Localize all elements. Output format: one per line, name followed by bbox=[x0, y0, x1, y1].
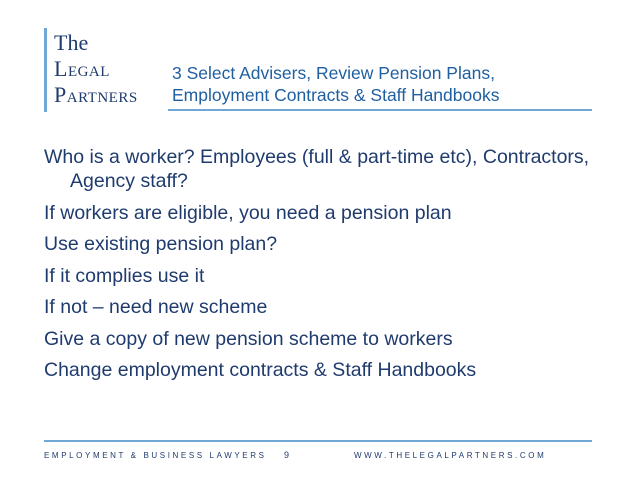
logo-line-2: Legal bbox=[54, 56, 110, 81]
slide-title bbox=[172, 62, 592, 106]
bullet-list bbox=[44, 145, 604, 390]
logo-line-1: The bbox=[54, 30, 89, 55]
footer-divider bbox=[44, 440, 592, 442]
bullet-item: Give a copy of new pension scheme to workers bbox=[44, 327, 453, 350]
bullet-item: If not – need new scheme bbox=[44, 296, 268, 318]
slide-title-line-2: Employment Contracts & Staff Handbooks bbox=[172, 85, 500, 105]
bullet-item: If workers are eligible, you need a pension plan bbox=[44, 201, 452, 224]
bullet-item: Use existing pension plan? bbox=[44, 233, 278, 255]
footer-tagline: EMPLOYMENT & BUSINESS LAWYERS bbox=[44, 451, 267, 460]
logo bbox=[54, 30, 138, 108]
slide-title-line-1: 3 Select Advisers, Review Pension Plans, bbox=[172, 63, 495, 83]
title-divider bbox=[168, 109, 592, 111]
footer-website: WWW.THELEGALPARTNERS.COM bbox=[354, 451, 547, 460]
bullet-item: If it complies use it bbox=[44, 264, 205, 287]
bullet-item: Change employment contracts & Staff Handbooks bbox=[44, 359, 477, 381]
page-number: 9 bbox=[284, 450, 290, 460]
logo-line-3: Partners bbox=[54, 82, 138, 107]
logo-accent-bar bbox=[44, 28, 47, 112]
bullet-item: Who is a worker? Employees (full & part-time etc), Contractors, Agency staff? bbox=[44, 146, 590, 192]
